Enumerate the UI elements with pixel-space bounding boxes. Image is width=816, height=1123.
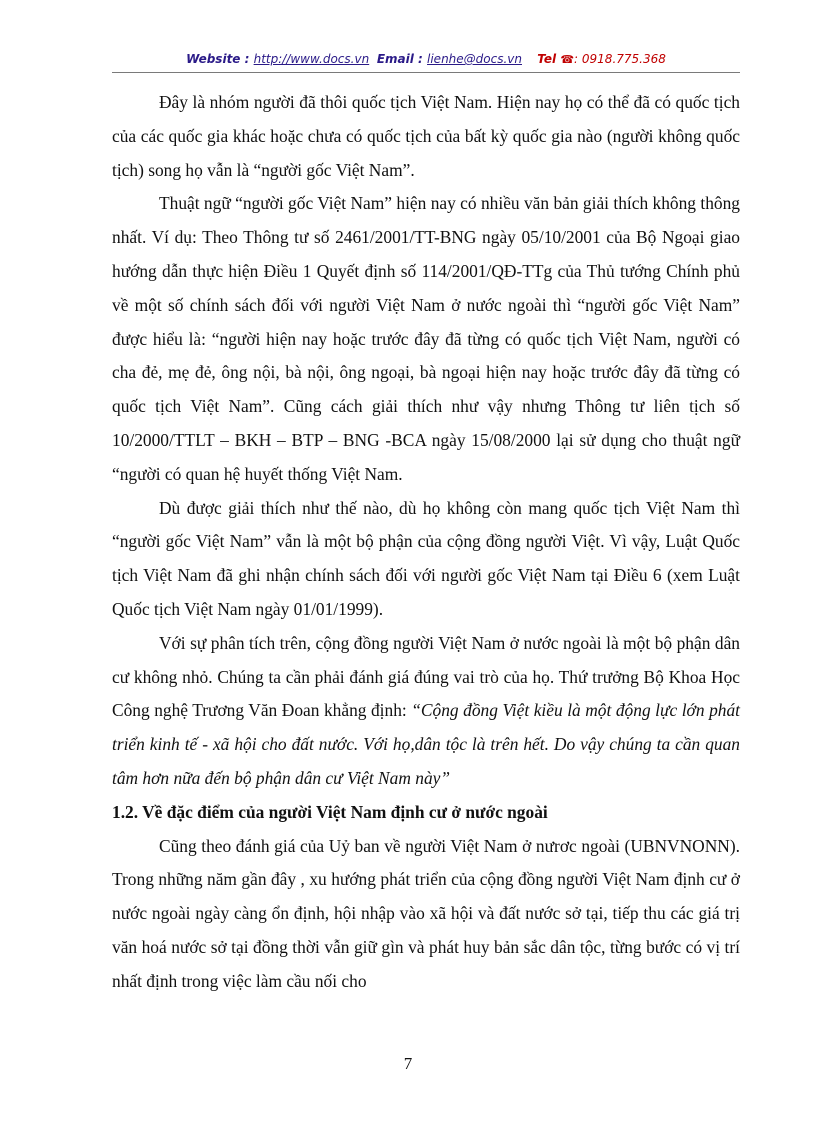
email-label: Email :: [376, 52, 428, 66]
paragraph-5: Cũng theo đánh giá của Uỷ ban về người Việt Nam ở nưrơc ngoài (UBNVNONN). Trong những năm gần đây , xu hướng phát triển của cộng đồng người Việt Nam định cư ở nước ngoài ngày càng ổn định, hội nhập vào xã hội và đất nước sở tại, tiếp thu các giá trị văn hoá nước sở tại đồng thời vẫn giữ gìn và phát huy bản sắc dân tộc, từng bước có vị trí nhất định trong việc làm cầu nối cho: [112, 835, 740, 991]
paragraph-1: Đây là nhóm người đã thôi quốc tịch Việt Nam. Hiện nay họ có thể đã có quốc tịch của các quốc gia khác hoặc chưa có quốc tịch của bất kỳ quốc gia nào (người không quốc tịch) song họ vẫn là “người gốc Việt Nam”.: [112, 92, 740, 180]
email-link[interactable]: lienhe@docs.vn: [427, 52, 522, 66]
page-number: 7: [403, 1054, 413, 1073]
page-header: [112, 50, 740, 73]
tel-label: Tel: [537, 52, 561, 66]
paragraph-2: Thuật ngữ “người gốc Việt Nam” hiện nay có nhiều văn bản giải thích không thông nhất. Ví dụ: Theo Thông tư số 2461/2001/TT-BNG ngày 05/10/2001 của Bộ Ngoại giao hướng dẫn thực hiện Điều 1 Quyết định số 114/2001/QĐ-TTg của Thủ tướng Chính phủ về một số chính sách đối với người Việt Nam ở nước ngoài thì “người gốc Việt Nam” được hiểu là: “người hiện nay hoặc trước đây đã từng có quốc tịch Việt Nam, người có cha đẻ, mẹ đẻ, ông nội, bà nội, ông ngoại, bà ngoại hiện nay hoặc trước đây đã từng có quốc tịch Việt Nam”. Cũng cách giải thích như vậy nhưng Thông tư liên tịch số 10/2000/TTLT – BKH – BTP – BNG -BCA ngày 15/08/2000 lại sử dụng cho thuật ngữ “người có quan hệ huyết thống Việt Nam.: [112, 193, 740, 484]
paragraph-4-lead: Với sự phân tích trên, cộng đồng người Việt Nam ở nước ngoài là một bộ phận dân cư không nhỏ. Chúng ta cần phải đánh giá đúng vai trò của họ. Thứ trưởng Bộ Khoa Học Công nghệ Trương Văn Đoan khẳng định:: [112, 632, 740, 721]
paragraph-4-quote: “Cộng đồng Việt kiều là một động lực lớn phát triển kinh tế - xã hội cho đất nước. Với họ,dân tộc là trên hết. Do vậy chúng ta cần quan tâm hơn nữa đến bộ phận dân cư Việt Nam này”: [112, 700, 740, 788]
website-label: Website :: [186, 52, 254, 66]
section-heading: 1.2. Về đặc điểm của người Việt Nam định cư ở nước ngoài: [112, 801, 548, 822]
tel-number: : 0918.775.368: [574, 52, 666, 66]
paragraph-4: [112, 627, 740, 796]
paragraph-3: Dù được giải thích như thế nào, dù họ không còn mang quốc tịch Việt Nam thì “người gốc Việt Nam” vẫn là một bộ phận của cộng đồng người Việt. Vì vậy, Luật Quốc tịch Việt Nam đã ghi nhận chính sách đối với người gốc Việt Nam tại Điều 6 (xem Luật Quốc tịch Việt Nam ngày 01/01/1999).: [112, 497, 740, 619]
website-link[interactable]: http://www.docs.vn: [253, 52, 370, 66]
document-body: [112, 86, 740, 999]
phone-icon: ☎: [560, 53, 575, 66]
